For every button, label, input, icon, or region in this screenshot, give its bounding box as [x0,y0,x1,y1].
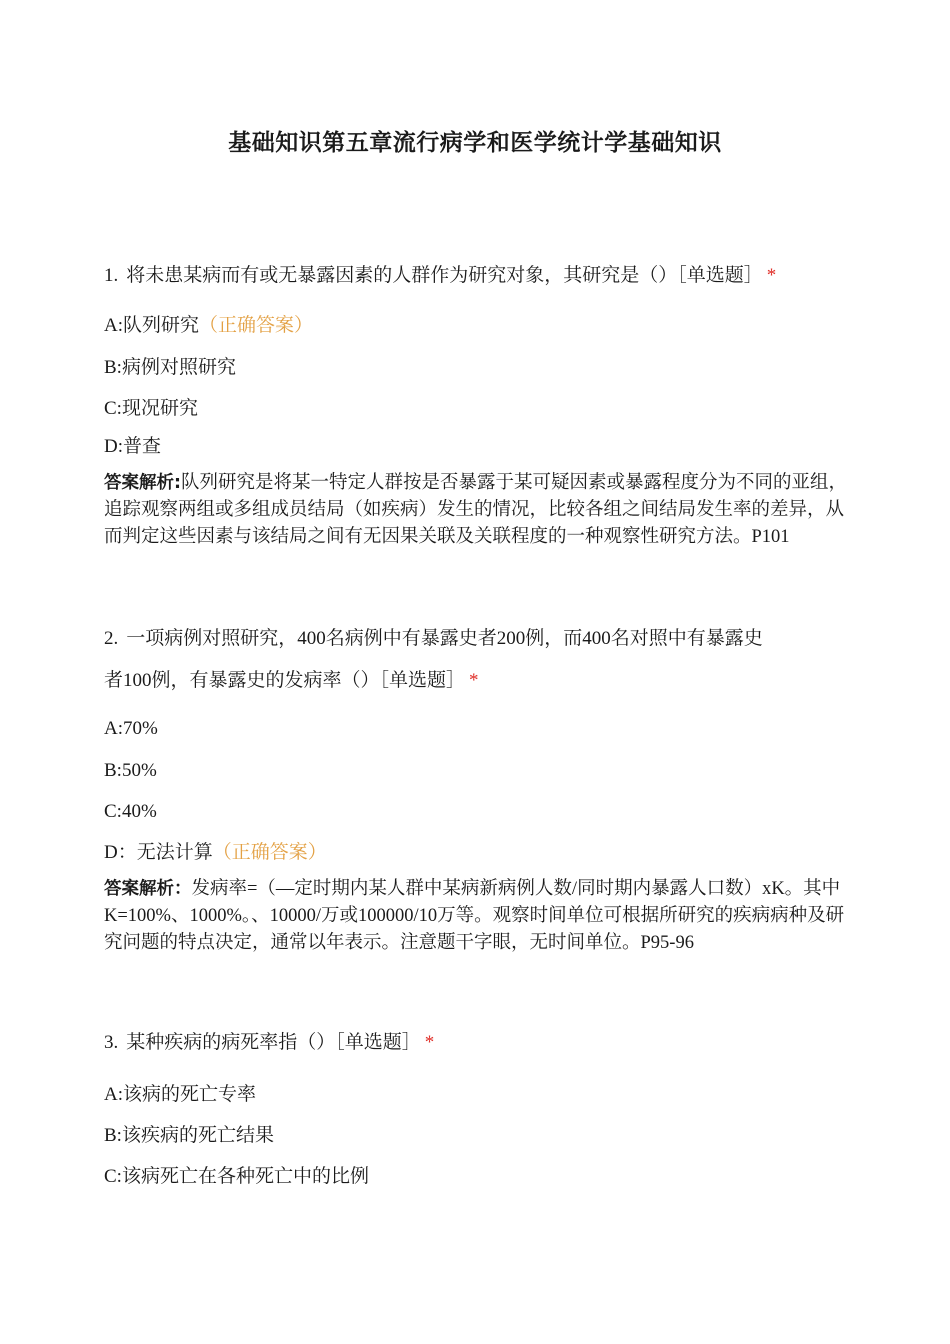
question-2-option-c[interactable] [104,800,157,824]
question-1-option-d[interactable] [104,435,161,459]
option-key: A: [104,1084,123,1105]
option-key: C: [104,1166,122,1187]
question-3-option-c[interactable] [104,1165,369,1189]
question-3-option-a[interactable] [104,1083,256,1107]
question-2-analysis [104,876,849,957]
question-2-option-d[interactable] [104,841,327,865]
question-1-option-a[interactable] [104,314,313,338]
correct-answer-tag: （正确答案） [212,842,327,863]
analysis-label: 答案解析: [104,473,181,493]
option-text: 该病死亡在各种死亡中的比例 [121,1166,369,1187]
required-marker: * [766,265,777,286]
correct-answer-tag: （正确答案） [199,315,314,336]
question-1-option-c[interactable] [104,397,198,421]
option-text: 40% [121,801,157,822]
option-key: D: [104,436,123,457]
question-2-option-a[interactable] [104,717,158,741]
option-key: B: [104,1125,122,1146]
question-2-option-b[interactable] [104,759,157,783]
question-1-stem [104,264,776,288]
option-key: C: [104,801,122,822]
analysis-label: 答案解析： [104,879,192,899]
option-text: 50% [121,760,157,781]
question-number: 2. [104,628,119,649]
option-text: 70% [123,718,158,739]
required-marker: * [424,1032,435,1053]
question-1-option-b[interactable] [104,356,236,380]
question-2-stem-line-1 [104,627,763,651]
option-text: 无法计算 [136,842,213,863]
question-1-analysis [104,470,849,551]
question-2-stem-line-2 [104,669,479,693]
option-text: 该病的死亡专率 [123,1084,257,1105]
option-text: 该疾病的死亡结果 [121,1125,274,1146]
question-3-stem [104,1031,434,1055]
question-text: 一项病例对照研究，400名病例中有暴露史者200例，而400名对照中有暴露史 [126,628,763,649]
question-text: 将未患某病而有或无暴露因素的人群作为研究对象，其研究是（）［单选题］ [126,265,763,286]
question-text: 某种疾病的病死率指（）［单选题］ [126,1032,421,1053]
question-number: 3. [104,1032,119,1053]
option-key: C: [104,398,122,419]
option-key: D： [104,842,137,863]
option-key: A: [104,315,123,336]
option-key: B: [104,357,122,378]
option-text: 普查 [123,436,162,457]
analysis-text: 队列研究是将某一特定人群按是否暴露于某可疑因素或暴露程度分为不同的亚组，追踪观察两组或多组成员结局（如疾病）发生的情况，比较各组之间结局发生率的差异，从而判定这些因素与该结局之间有无因果关联及关联程度的一种观察性研究方法。P101 [104,473,848,547]
question-3-option-b[interactable] [104,1124,274,1148]
option-text: 队列研究 [123,315,200,336]
option-key: A: [104,718,123,739]
option-text: 病例对照研究 [121,357,236,378]
option-key: B: [104,760,122,781]
option-text: 现况研究 [121,398,198,419]
question-number: 1. [104,265,119,286]
required-marker: * [469,670,479,691]
question-text: 者100例，有暴露史的发病率（）［单选题］ [104,670,466,691]
page-title: 基础知识第五章流行病学和医学统计学基础知识 [228,130,722,156]
analysis-text: 发病率=（—定时期内某人群中某病新病例人数/同时期内暴露人口数）xK。其中K=100%、1000%。、10000/万或100000/10万等。观察时间单位可根据所研究的疾病病种及研究问题的特点决定，通常以年表示。注意题干字眼，无时间单位。P95-96 [104,879,845,953]
